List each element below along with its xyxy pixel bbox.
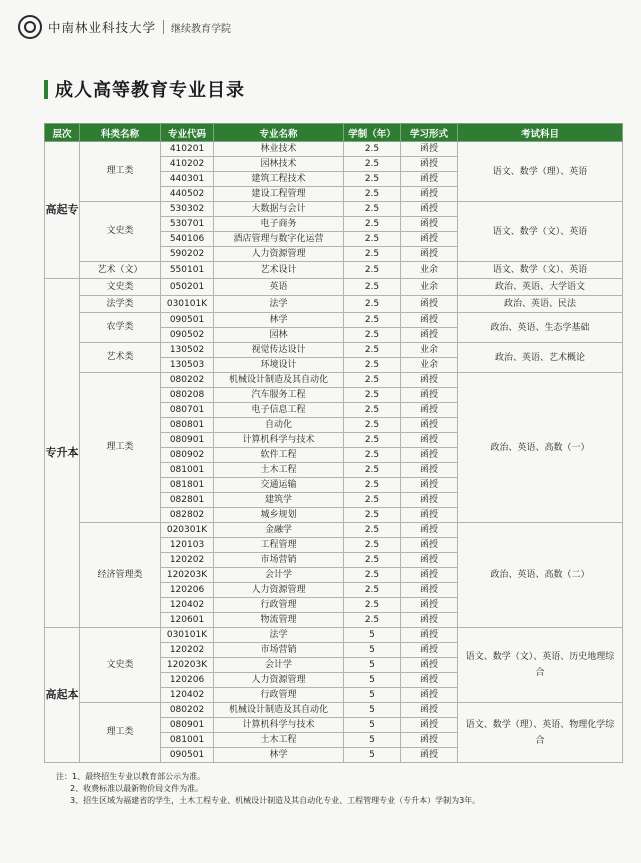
study-years: 5 — [344, 643, 401, 658]
study-form: 函授 — [401, 388, 458, 403]
major-code: 090501 — [161, 313, 214, 328]
table-row — [45, 262, 623, 279]
study-years: 2.5 — [344, 358, 401, 373]
major-name: 林学 — [214, 313, 344, 328]
major-code: 080801 — [161, 418, 214, 433]
footnotes — [56, 771, 480, 807]
major-code: 120206 — [161, 673, 214, 688]
major-code: 440301 — [161, 172, 214, 187]
study-form: 函授 — [401, 296, 458, 313]
study-years: 2.5 — [344, 463, 401, 478]
study-years: 2.5 — [344, 433, 401, 448]
study-form: 函授 — [401, 523, 458, 538]
col-header-years: 学制（年） — [344, 124, 401, 142]
study-years: 2.5 — [344, 553, 401, 568]
study-form: 业余 — [401, 262, 458, 279]
study-years: 2.5 — [344, 373, 401, 388]
study-years: 5 — [344, 658, 401, 673]
category-cell: 文史类 — [80, 628, 161, 703]
study-years: 2.5 — [344, 262, 401, 279]
study-form: 函授 — [401, 568, 458, 583]
table-row — [45, 523, 623, 538]
study-years: 5 — [344, 673, 401, 688]
study-years: 2.5 — [344, 493, 401, 508]
table-row — [45, 628, 623, 643]
major-name: 法学 — [214, 296, 344, 313]
major-code: 590202 — [161, 247, 214, 262]
major-name: 建筑工程技术 — [214, 172, 344, 187]
exam-subjects: 政治、英语、大学语文 — [458, 279, 623, 296]
col-header-category: 科类名称 — [80, 124, 161, 142]
study-years: 2.5 — [344, 508, 401, 523]
major-name: 机械设计制造及其自动化 — [214, 373, 344, 388]
study-form: 函授 — [401, 538, 458, 553]
study-years: 5 — [344, 718, 401, 733]
exam-subjects: 语文、数学（文）、英语、历史地理综合 — [458, 628, 623, 703]
major-name: 城乡规划 — [214, 508, 344, 523]
study-form: 函授 — [401, 448, 458, 463]
study-years: 2.5 — [344, 418, 401, 433]
study-form: 函授 — [401, 688, 458, 703]
major-code: 090501 — [161, 748, 214, 763]
study-years: 5 — [344, 703, 401, 718]
study-years: 2.5 — [344, 583, 401, 598]
category-cell: 理工类 — [80, 142, 161, 202]
study-years: 2.5 — [344, 217, 401, 232]
study-form: 函授 — [401, 643, 458, 658]
major-name: 林学 — [214, 748, 344, 763]
major-name: 计算机科学与技术 — [214, 718, 344, 733]
study-form: 函授 — [401, 733, 458, 748]
study-form: 函授 — [401, 748, 458, 763]
study-years: 5 — [344, 628, 401, 643]
major-code: 130502 — [161, 343, 214, 358]
study-form: 函授 — [401, 157, 458, 172]
major-code: 120601 — [161, 613, 214, 628]
major-code: 550101 — [161, 262, 214, 279]
study-form: 业余 — [401, 279, 458, 296]
major-name: 电子商务 — [214, 217, 344, 232]
level-cell: 专升本 — [45, 279, 80, 628]
study-form: 函授 — [401, 553, 458, 568]
study-form: 函授 — [401, 247, 458, 262]
major-name: 酒店管理与数字化运营 — [214, 232, 344, 247]
study-years: 2.5 — [344, 247, 401, 262]
study-form: 函授 — [401, 703, 458, 718]
study-form: 函授 — [401, 463, 458, 478]
study-form: 函授 — [401, 418, 458, 433]
major-code: 082801 — [161, 493, 214, 508]
study-form: 业余 — [401, 343, 458, 358]
major-name: 会计学 — [214, 568, 344, 583]
major-code: 530701 — [161, 217, 214, 232]
study-form: 函授 — [401, 403, 458, 418]
major-name: 会计学 — [214, 658, 344, 673]
study-years: 2.5 — [344, 403, 401, 418]
study-years: 2.5 — [344, 388, 401, 403]
study-years: 2.5 — [344, 142, 401, 157]
col-header-level: 层次 — [45, 124, 80, 142]
table-row — [45, 296, 623, 313]
category-cell: 经济管理类 — [80, 523, 161, 628]
exam-subjects: 语文、数学（文）、英语 — [458, 202, 623, 262]
category-cell: 理工类 — [80, 373, 161, 523]
major-name: 机械设计制造及其自动化 — [214, 703, 344, 718]
col-header-form: 学习形式 — [401, 124, 458, 142]
major-name: 自动化 — [214, 418, 344, 433]
study-form: 业余 — [401, 358, 458, 373]
study-years: 2.5 — [344, 313, 401, 328]
college-name: 继续教育学院 — [171, 23, 232, 35]
exam-subjects: 政治、英语、高数（一） — [458, 373, 623, 523]
major-code: 082802 — [161, 508, 214, 523]
study-form: 函授 — [401, 232, 458, 247]
table-row — [45, 202, 623, 217]
university-logo-icon — [18, 15, 42, 39]
major-name: 电子信息工程 — [214, 403, 344, 418]
major-name: 行政管理 — [214, 598, 344, 613]
level-cell: 高起本 — [45, 628, 80, 763]
exam-subjects: 政治、英语、民法 — [458, 296, 623, 313]
study-years: 5 — [344, 748, 401, 763]
major-code: 080901 — [161, 718, 214, 733]
major-code: 410201 — [161, 142, 214, 157]
study-form: 函授 — [401, 217, 458, 232]
study-years: 2.5 — [344, 279, 401, 296]
study-years: 2.5 — [344, 598, 401, 613]
major-name: 园林技术 — [214, 157, 344, 172]
study-form: 函授 — [401, 628, 458, 643]
major-code: 120206 — [161, 583, 214, 598]
study-form: 函授 — [401, 673, 458, 688]
study-years: 2.5 — [344, 296, 401, 313]
major-code: 090502 — [161, 328, 214, 343]
major-name: 环境设计 — [214, 358, 344, 373]
major-code: 120203K — [161, 658, 214, 673]
note-1: 注：1、最终招生专业以教育部公示为准。 — [56, 772, 206, 781]
category-cell: 文史类 — [80, 279, 161, 296]
study-form: 函授 — [401, 433, 458, 448]
table-row — [45, 313, 623, 328]
table-row — [45, 279, 623, 296]
major-name: 土木工程 — [214, 463, 344, 478]
major-code: 130503 — [161, 358, 214, 373]
table-row — [45, 373, 623, 388]
study-form: 函授 — [401, 187, 458, 202]
major-code: 410202 — [161, 157, 214, 172]
table-row — [45, 703, 623, 718]
study-form: 函授 — [401, 583, 458, 598]
study-form: 函授 — [401, 613, 458, 628]
table-body — [45, 142, 623, 763]
major-code: 540106 — [161, 232, 214, 247]
study-form: 函授 — [401, 328, 458, 343]
major-catalog-table — [44, 123, 623, 763]
study-years: 2.5 — [344, 613, 401, 628]
category-cell: 艺术类 — [80, 343, 161, 373]
col-header-code: 专业代码 — [161, 124, 214, 142]
major-code: 081801 — [161, 478, 214, 493]
major-code: 120103 — [161, 538, 214, 553]
major-name: 大数据与会计 — [214, 202, 344, 217]
major-code: 120202 — [161, 643, 214, 658]
study-years: 2.5 — [344, 343, 401, 358]
major-code: 120402 — [161, 598, 214, 613]
major-code: 440502 — [161, 187, 214, 202]
note-2: 2、收费标准以最新物价局文件为准。 — [70, 784, 204, 793]
major-code: 081001 — [161, 463, 214, 478]
major-name: 工程管理 — [214, 538, 344, 553]
study-form: 函授 — [401, 508, 458, 523]
major-name: 建筑学 — [214, 493, 344, 508]
col-header-exam: 考试科目 — [458, 124, 623, 142]
study-years: 2.5 — [344, 232, 401, 247]
major-name: 人力资源管理 — [214, 673, 344, 688]
exam-subjects: 政治、英语、艺术概论 — [458, 343, 623, 373]
major-name: 交通运输 — [214, 478, 344, 493]
major-name: 土木工程 — [214, 733, 344, 748]
study-form: 函授 — [401, 598, 458, 613]
study-form: 函授 — [401, 493, 458, 508]
title-block — [44, 76, 245, 102]
major-code: 030101K — [161, 628, 214, 643]
major-name: 艺术设计 — [214, 262, 344, 279]
level-cell: 高起专 — [45, 142, 80, 279]
major-name: 建设工程管理 — [214, 187, 344, 202]
study-form: 函授 — [401, 172, 458, 187]
study-years: 2.5 — [344, 328, 401, 343]
page-title: 成人高等教育专业目录 — [55, 80, 245, 101]
major-name: 物流管理 — [214, 613, 344, 628]
table-header-row — [45, 124, 623, 142]
study-form: 函授 — [401, 658, 458, 673]
category-cell: 艺术（文） — [80, 262, 161, 279]
study-form: 函授 — [401, 478, 458, 493]
major-code: 530302 — [161, 202, 214, 217]
category-cell: 法学类 — [80, 296, 161, 313]
major-name: 行政管理 — [214, 688, 344, 703]
major-code: 080902 — [161, 448, 214, 463]
study-form: 函授 — [401, 313, 458, 328]
page-header — [18, 12, 231, 42]
major-code: 120203K — [161, 568, 214, 583]
category-cell: 理工类 — [80, 703, 161, 763]
note-3: 3、招生区域为福建省的学生，土木工程专业、机械设计制造及其自动化专业、工程管理专业（专升本）学制为3年。 — [70, 796, 481, 805]
major-name: 法学 — [214, 628, 344, 643]
major-name: 汽车服务工程 — [214, 388, 344, 403]
major-code: 080202 — [161, 703, 214, 718]
study-years: 5 — [344, 688, 401, 703]
major-name: 林业技术 — [214, 142, 344, 157]
study-years: 2.5 — [344, 523, 401, 538]
major-name: 计算机科学与技术 — [214, 433, 344, 448]
category-cell: 农学类 — [80, 313, 161, 343]
study-years: 5 — [344, 733, 401, 748]
major-name: 人力资源管理 — [214, 247, 344, 262]
university-name: 中南林业科技大学 — [48, 20, 157, 35]
exam-subjects: 政治、英语、高数（二） — [458, 523, 623, 628]
exam-subjects: 政治、英语、生态学基础 — [458, 313, 623, 343]
table-row — [45, 142, 623, 157]
study-years: 2.5 — [344, 187, 401, 202]
exam-subjects: 语文、数学（理）、英语、物理化学综合 — [458, 703, 623, 763]
major-code: 120202 — [161, 553, 214, 568]
major-code: 030101K — [161, 296, 214, 313]
study-years: 2.5 — [344, 172, 401, 187]
title-accent-bar — [44, 80, 48, 99]
major-code: 120402 — [161, 688, 214, 703]
study-years: 2.5 — [344, 538, 401, 553]
major-name: 金融学 — [214, 523, 344, 538]
major-name: 市场营销 — [214, 553, 344, 568]
study-years: 2.5 — [344, 568, 401, 583]
major-name: 人力资源管理 — [214, 583, 344, 598]
table-row — [45, 343, 623, 358]
header-divider — [163, 20, 164, 34]
exam-subjects: 语文、数学（理）、英语 — [458, 142, 623, 202]
major-code: 050201 — [161, 279, 214, 296]
col-header-major: 专业名称 — [214, 124, 344, 142]
major-name: 软件工程 — [214, 448, 344, 463]
major-name: 英语 — [214, 279, 344, 296]
major-name: 视觉传达设计 — [214, 343, 344, 358]
study-years: 2.5 — [344, 157, 401, 172]
exam-subjects: 语文、数学（文）、英语 — [458, 262, 623, 279]
study-form: 函授 — [401, 142, 458, 157]
study-form: 函授 — [401, 373, 458, 388]
major-code: 080901 — [161, 433, 214, 448]
study-years: 2.5 — [344, 478, 401, 493]
major-name: 园林 — [214, 328, 344, 343]
major-code: 080701 — [161, 403, 214, 418]
major-code: 080202 — [161, 373, 214, 388]
major-name: 市场营销 — [214, 643, 344, 658]
study-form: 函授 — [401, 202, 458, 217]
study-form: 函授 — [401, 718, 458, 733]
category-cell: 文史类 — [80, 202, 161, 262]
major-code: 080208 — [161, 388, 214, 403]
study-years: 2.5 — [344, 202, 401, 217]
study-years: 2.5 — [344, 448, 401, 463]
major-code: 020301K — [161, 523, 214, 538]
major-code: 081001 — [161, 733, 214, 748]
